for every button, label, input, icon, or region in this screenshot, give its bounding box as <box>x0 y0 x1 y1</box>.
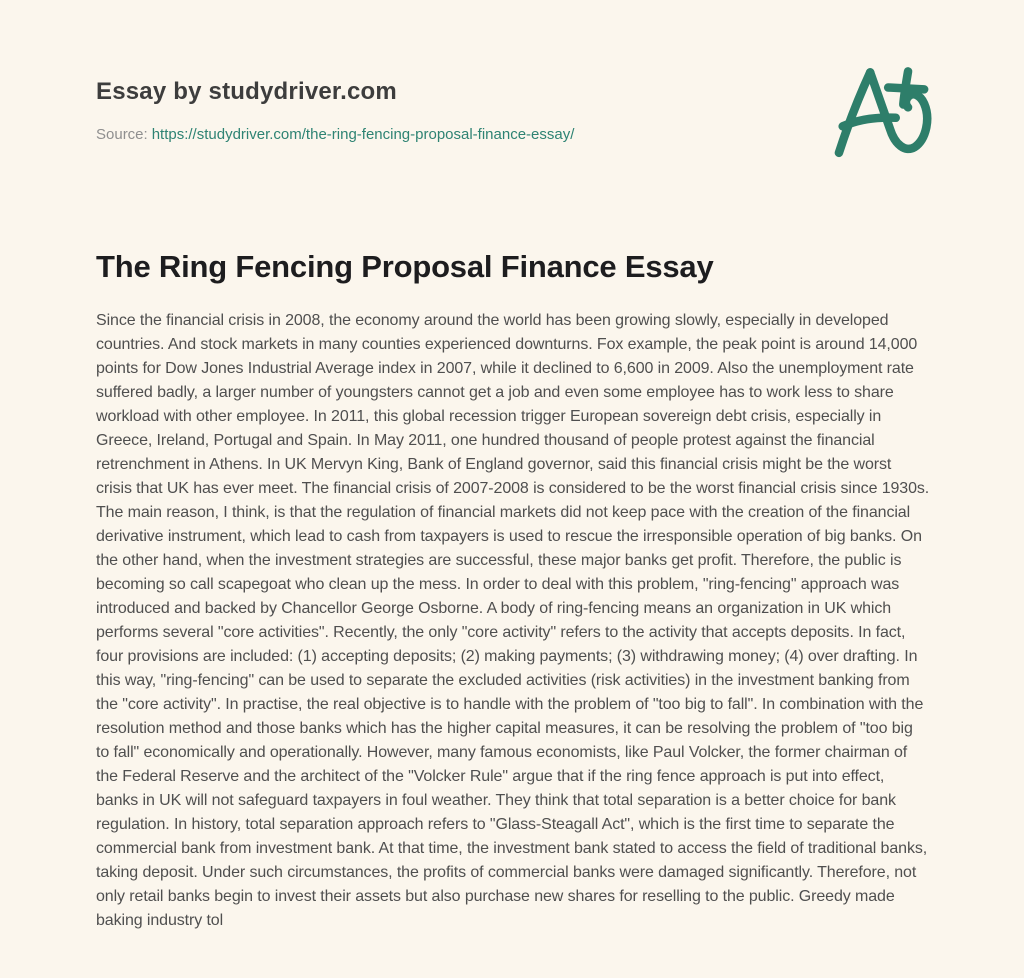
byline: Essay by studydriver.com <box>96 78 397 105</box>
essay-title: The Ring Fencing Proposal Finance Essay <box>96 249 714 284</box>
source-link[interactable]: https://studydriver.com/the-ring-fencing-proposal-finance-essay/ <box>151 126 575 143</box>
source-label: Source: <box>96 126 148 143</box>
a-plus-logo-icon <box>820 56 962 172</box>
source-line <box>96 126 928 143</box>
essay-body: Since the financial crisis in 2008, the economy around the world has been growing slowly, especially in developed countries. And stock markets in many counties experienced downturns. Fox example, the peak point is around 14,000 points for Dow Jones Industrial Average index in 2007, while it declined to 6,600 in 2009. Also the unemployment rate suffered badly, a larger number of youngsters cannot get a job and even some employee has to work less to share workload with other employee. In 2011, this global recession trigger European sovereign debt crisis, especially in Greece, Ireland, Portugal and Spain. In May 2011, one hundred thousand of people protest against the financial retrenchment in Athens. In UK Mervyn King, Bank of England governor, said this financial crisis might be the worst crisis that UK has ever meet. The financial crisis of 2007-2008 is considered to be the worst financial crisis since 1930s. The main reason, I think, is that the regulation of financial markets did not keep pace with the creation of the financial derivative instrument, which lead to cash from taxpayers is used to rescue the irresponsible operation of big banks. On the other hand, when the investment strategies are successful, these major banks get profit. Therefore, the public is becoming so call scapegoat who clean up the mess. In order to deal with this problem, "ring-fencing" approach was introduced and backed by Chancellor George Osborne. A body of ring-fencing means an organization in UK which performs several "core activities". Recently, the only "core activity" refers to the activity that accepts deposits. In fact, four provisions are included: (1) accepting deposits; (2) making payments; (3) withdrawing money; (4) over drafting. In this way, "ring-fencing" can be used to separate the excluded activities (risk activities) in the investment banking from the "core activity". In practise, the real objective is to handle with the problem of "too big to fall". In combination with the resolution method and those banks which has the higher capital measures, it can be resolving the problem of "too big to fall" economically and operationally. However, many famous economists, like Paul Volcker, the former chairman of the Federal Reserve and the architect of the "Volcker Rule" argue that if the ring fence approach is put into effect, banks in UK will not safeguard taxpayers in foul weather. They think that total separation is a better choice for bank regulation. In history, total separation approach refers to "Glass-Steagall Act", which is the first time to separate the commercial bank from investment bank. At that time, the investment bank stated to access the field of traditional banks, taking deposit. Under such circumstances, the profits of commercial banks were damaged significantly. Therefore, not only retail banks begin to invest their assets but also purchase new shares for reselling to the public. Greedy made baking industry tol <box>96 312 930 929</box>
